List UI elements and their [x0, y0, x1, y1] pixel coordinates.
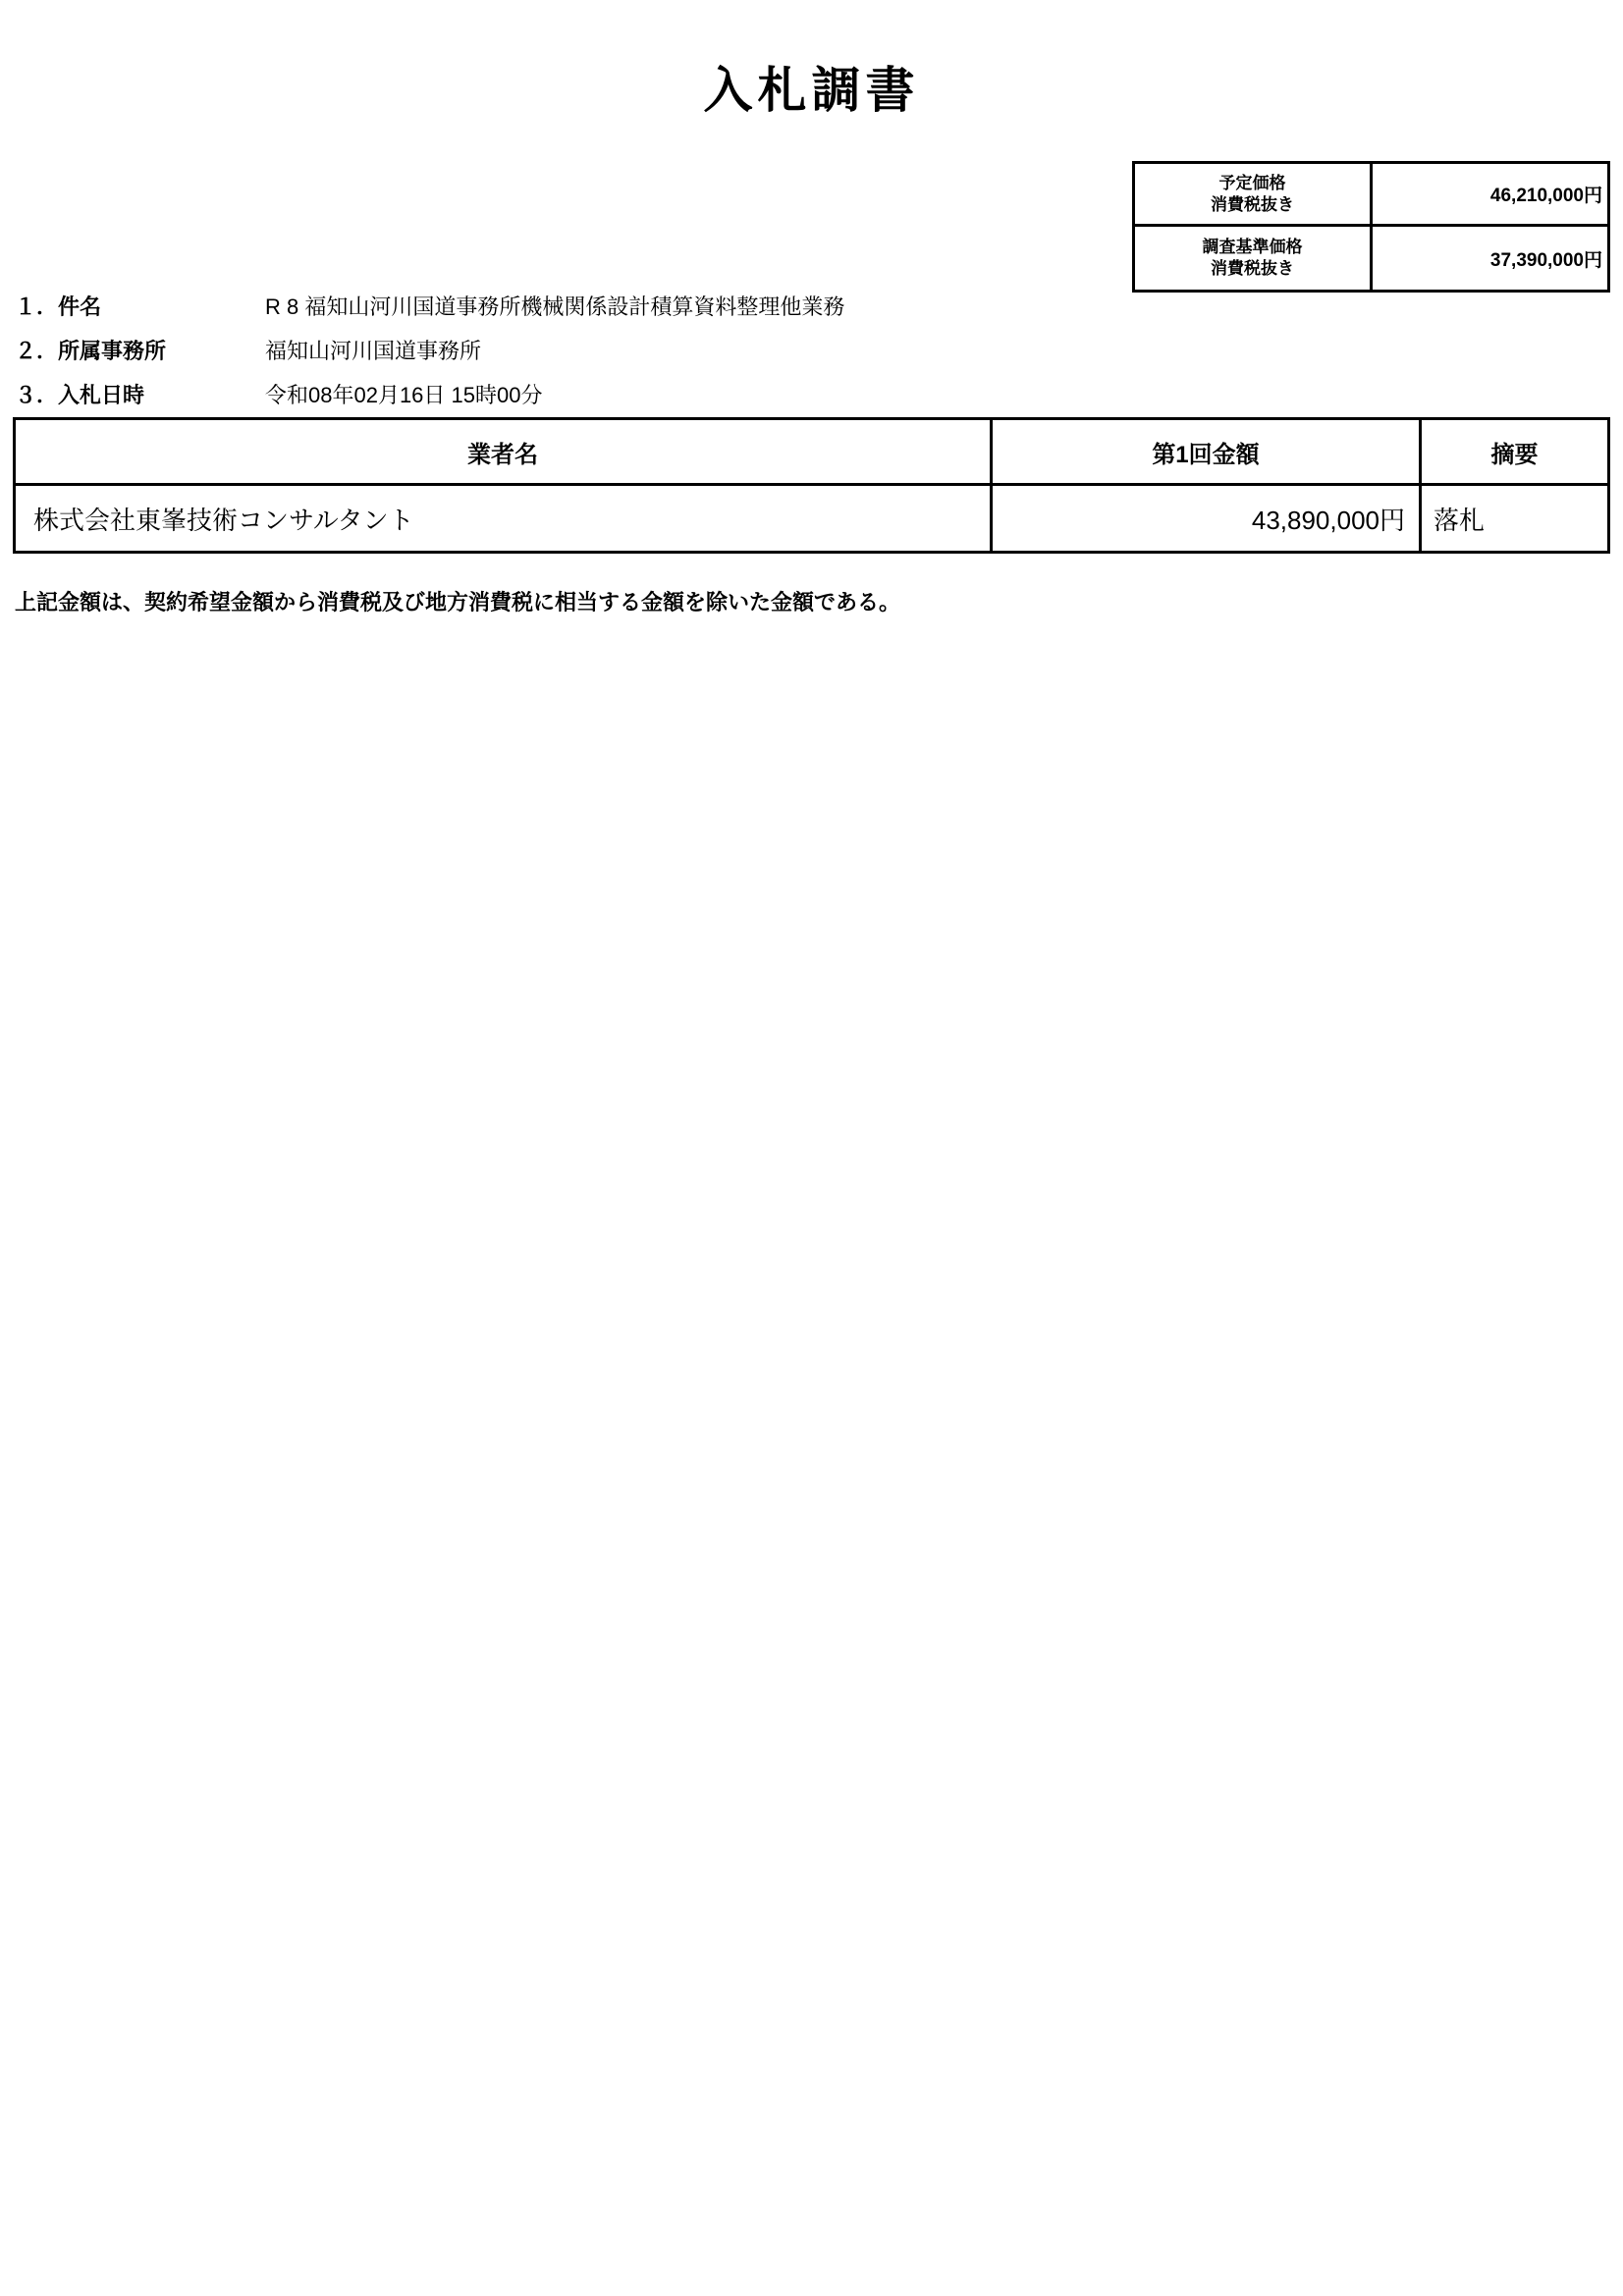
item-bid-datetime-label: ３．入札日時	[15, 383, 145, 407]
bid-table-row-amount: 43,890,000円	[993, 486, 1422, 551]
item-bid-datetime-value: 令和08年02月16日 15時00分	[265, 383, 543, 407]
bid-table-header-amount: 第1回金額	[993, 420, 1422, 486]
survey-base-price-value: 37,390,000円	[1489, 249, 1602, 271]
price-summary-table	[1132, 161, 1610, 293]
bid-results-table	[13, 417, 1610, 554]
planned-price-label-line1: 予定価格	[1218, 173, 1286, 192]
item-office	[15, 338, 1605, 382]
item-office-label: ２．所属事務所	[15, 339, 167, 363]
survey-base-price-label-line2: 消費税抜き	[1211, 259, 1294, 278]
item-subject	[15, 294, 1605, 338]
item-subject-label: １．件名	[15, 294, 102, 319]
survey-base-price-label	[1135, 227, 1373, 290]
item-office-value: 福知山河川国道事務所	[265, 339, 482, 363]
item-subject-value: R 8 福知山河川国道事務所機械関係設計積算資料整理他業務	[265, 294, 845, 319]
planned-price-value: 46,210,000円	[1373, 164, 1607, 227]
bid-table-header-vendor: 業者名	[16, 420, 993, 486]
planned-price-label	[1135, 164, 1373, 227]
survey-base-price-label-line1: 調査基準価格	[1202, 238, 1303, 256]
note-text: 上記金額は、契約希望金額から消費税及び地方消費税に相当する金額を除いた金額である。	[15, 590, 901, 614]
planned-price-label-line2: 消費税抜き	[1211, 194, 1294, 214]
info-items	[15, 294, 1605, 426]
bid-table-header-remark: 摘要	[1422, 420, 1607, 486]
page-title: 入札調書	[703, 63, 920, 118]
bid-table-row-remark: 落札	[1434, 505, 1486, 535]
bid-table-row-vendor: 株式会社東峯技術コンサルタント	[16, 486, 993, 551]
